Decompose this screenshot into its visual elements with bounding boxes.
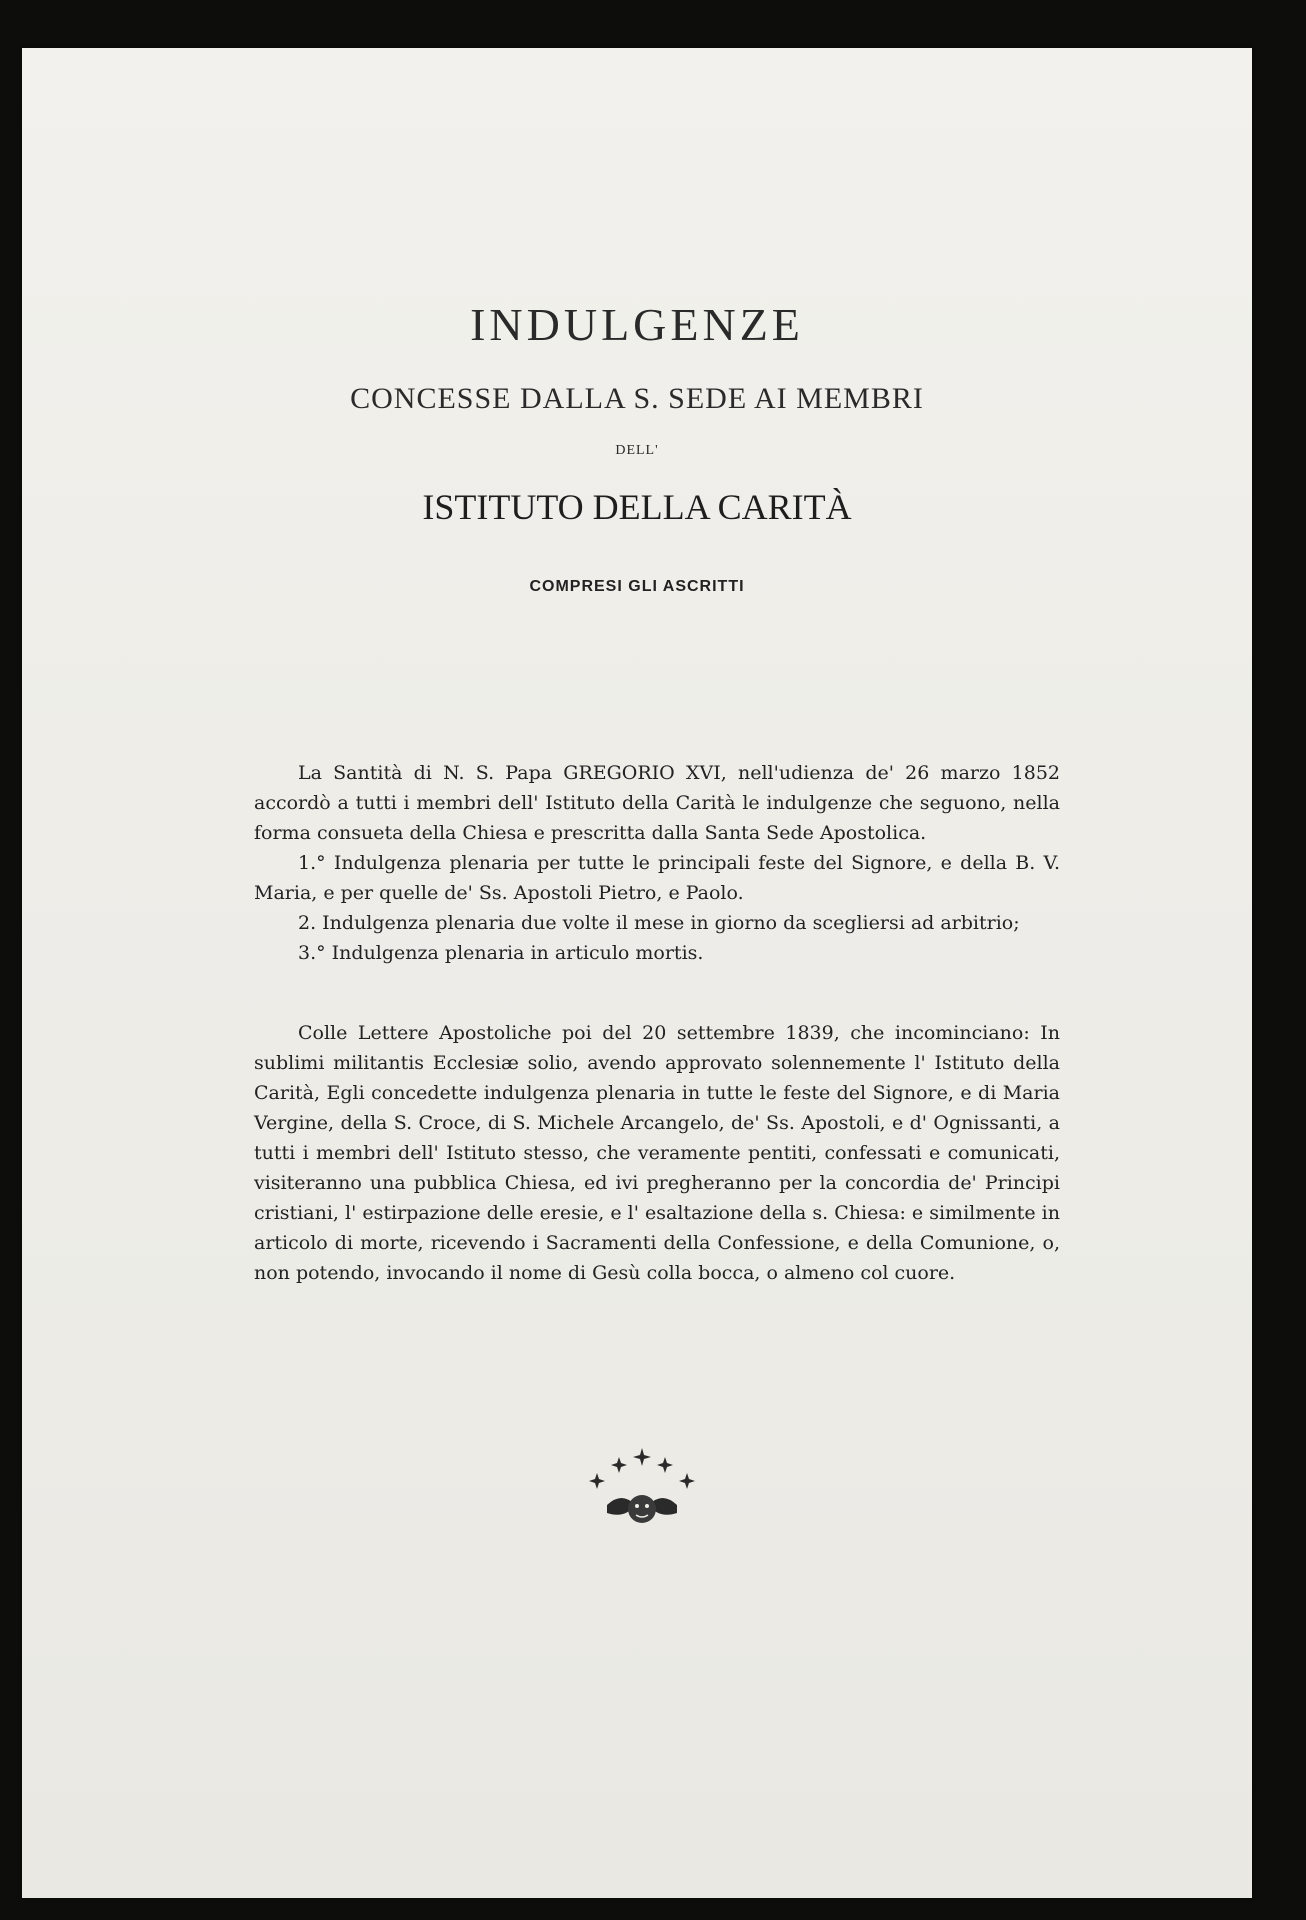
included-note: COMPRESI GLI ASCRITTI <box>529 578 745 595</box>
institute-name: ISTITUTO DELLA CARITÀ <box>422 487 852 527</box>
connector-text: DELL' <box>615 443 659 458</box>
list-item: 1.° Indulgenza plenaria per tutte le principali feste del Signore, e della B. V. Maria, e per quelle de' Ss. Apostoli Pietro, e Paolo. <box>254 852 1060 904</box>
list-item: 2. Indulgenza plenaria due volte il mese in giorno da scegliersi ad arbitrio; <box>298 912 1020 934</box>
apostolic-letters-paragraph: Colle Lettere Apostoliche poi del 20 settembre 1839, che incominciano: In sublimi militantis Ecclesiæ solio, avendo approvato solennemente l' Istituto della Carità, Egli concedette indulgenza plenaria in tutte le feste del Signore, e di Maria Vergine, della S. Croce, di S. Michele Arcangelo, de' Ss. Apostoli, e d' Ognissanti, a tutti i membri dell' Istituto stesso, che veramente pentiti, confessati e comunicati, visiteranno una pubblica Chiesa, ed ivi pregheranno per la concordia de' Principi cristiani, l' estirpazione delle eresie, e l' esaltazione della s. Chiesa: e similmente in articolo di morte, ricevendo i Sacramenti della Confessione, e della Comunione, o, non potendo, invocando il nome di Gesù colla bocca, o almeno col cuore. <box>254 1022 1060 1284</box>
document-page <box>22 48 1252 1898</box>
intro-paragraph: La Santità di N. S. Papa GREGORIO XVI, nell'udienza de' 26 marzo 1852 accordò a tutti i membri dell' Istituto della Carità le indulgenze che seguono, nella forma consueta della Chiesa e prescritta dalla Santa Sede Apostolica. <box>254 762 1060 844</box>
list-item: 3.° Indulgenza plenaria in articulo mortis. <box>298 942 704 964</box>
second-paragraph <box>254 1018 1060 1288</box>
cherub-with-stars-icon <box>577 1443 707 1553</box>
document-subtitle: CONCESSE DALLA S. SEDE AI MEMBRI <box>350 382 924 415</box>
first-paragraph <box>254 758 1060 968</box>
document-title: INDULGENZE <box>470 299 804 350</box>
